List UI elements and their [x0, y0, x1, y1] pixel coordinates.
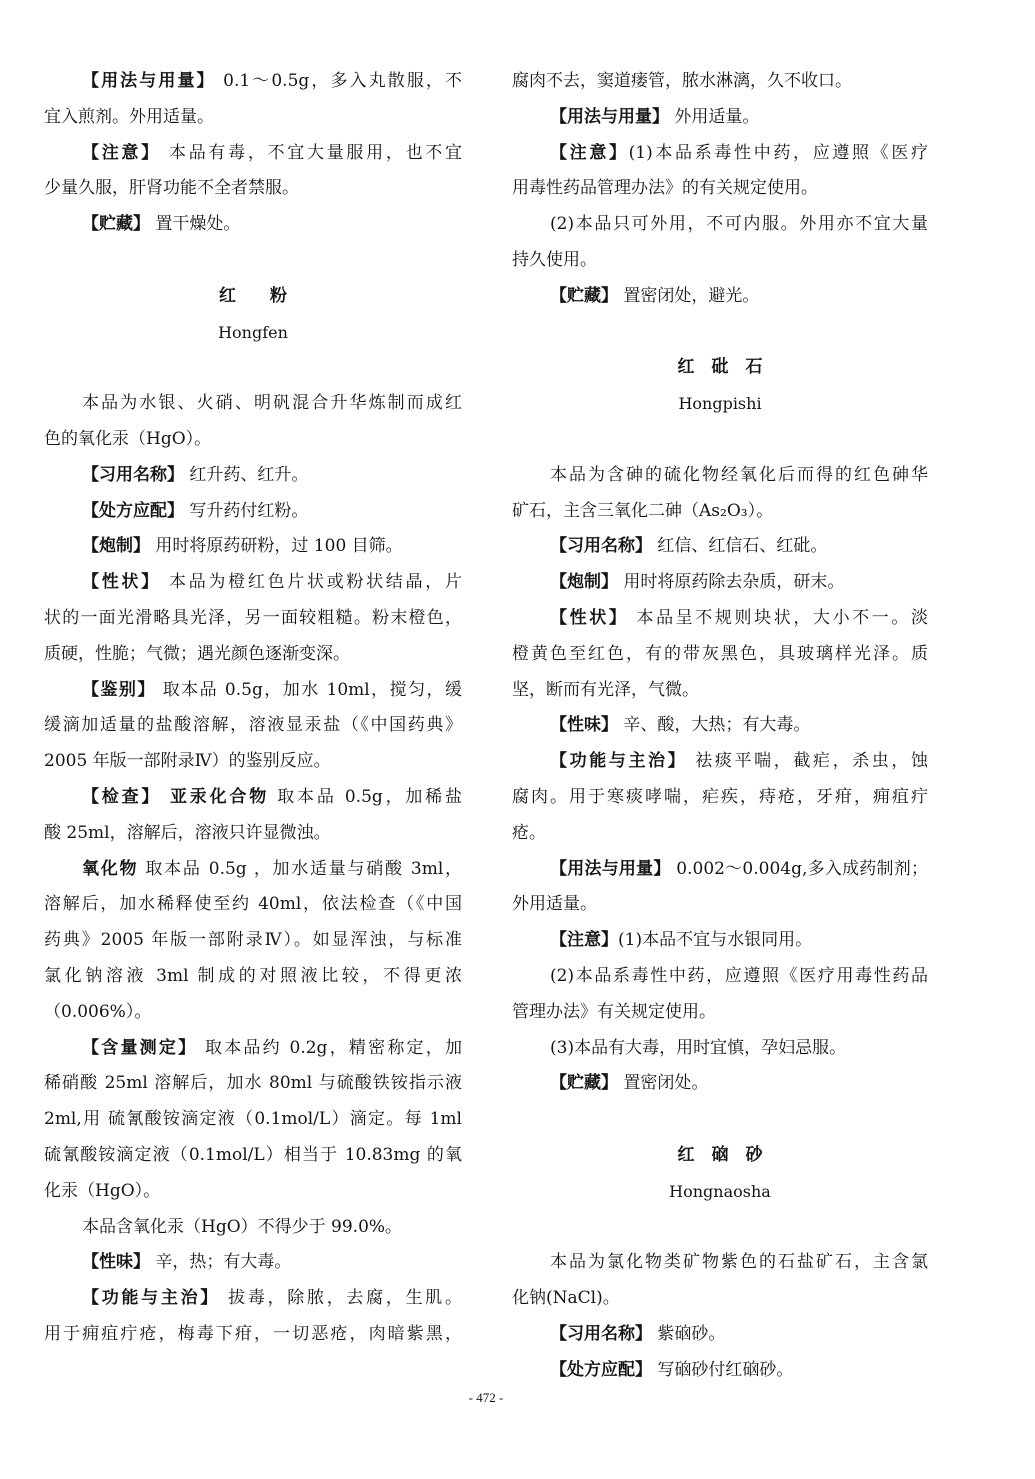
right-column [512, 64, 928, 1388]
paragraph [44, 136, 462, 208]
line-text: 疮。 [512, 822, 546, 843]
line-text: 2ml,用 硫氰酸铵滴定液（0.1mol/L）滴定。每 1ml [44, 1109, 462, 1130]
section-label: 【功能与主治】 [82, 1288, 221, 1309]
paragraph [512, 1066, 928, 1102]
line-text: 红信、红信石、红砒。 [652, 536, 828, 557]
text-line [44, 637, 462, 673]
text-line [44, 1317, 462, 1353]
text-line [44, 995, 462, 1031]
line-text: 腐肉。用于寒痰哮喘，疟疾，痔疮，牙疳，痈疽疔 [512, 786, 928, 807]
line-text: 持久使用。 [512, 249, 597, 270]
left-column [44, 64, 462, 1353]
paragraph [512, 100, 928, 136]
text-line [512, 1066, 928, 1102]
paragraph [44, 207, 462, 243]
section-label: 氧化物 [82, 858, 139, 879]
paragraph [512, 601, 928, 708]
text-line [44, 1245, 462, 1281]
line-text: 外用适量。 [512, 894, 597, 915]
text-line [512, 136, 928, 172]
text-line [44, 852, 462, 888]
section-label: 【用法与用量】 [550, 106, 669, 127]
line-text: 腐肉不去，窦道瘘管，脓水淋漓，久不收口。 [512, 71, 852, 91]
line-text: 氯化钠溶液 3ml 制成的对照液比较，不得更浓 [44, 965, 462, 986]
section-label: 【注意】 [550, 930, 618, 951]
paragraph [512, 959, 928, 1031]
paragraph [512, 279, 928, 315]
line-text: (3)本品有大毒，用时宜慎，孕妇忌服。 [550, 1037, 847, 1058]
line-text: 本品为水银、火硝、明矾混合升华炼制而成红 [82, 393, 462, 414]
section-label: 【炮制】 [82, 536, 150, 557]
line-text: 宜入煎剂。外用适量。 [44, 106, 214, 127]
line-text: 2005 年版一部附录Ⅳ）的鉴别反应。 [44, 751, 331, 772]
paragraph [44, 494, 462, 530]
text-line [512, 64, 928, 100]
paragraph [44, 1031, 462, 1210]
line-text: （0.006%）。 [44, 1001, 152, 1022]
text-line [512, 458, 928, 494]
monograph-pinyin: Hongpishi [678, 394, 762, 414]
paragraph [512, 64, 928, 100]
section-label: 【贮藏】 [550, 1073, 618, 1094]
section-label: 【注意】 [550, 142, 629, 163]
section-label: 【用法与用量】 [550, 858, 671, 879]
text-line [44, 1102, 462, 1138]
line-text: 药典》2005 年版一部附录Ⅳ）。如显浑浊，与标准 [44, 930, 462, 951]
line-text: 取本品 0.5g，加水 10ml，搅匀，缓 [155, 679, 462, 700]
section-label: 【习用名称】 [550, 536, 652, 557]
paragraph [512, 852, 928, 924]
paragraph [44, 458, 462, 494]
line-text: 置密闭处。 [618, 1073, 709, 1094]
text-line [44, 1066, 462, 1102]
text-line [44, 601, 462, 637]
text-line [512, 708, 928, 744]
line-text: 本品呈不规则块状，大小不一。淡 [628, 607, 928, 628]
text-line [44, 64, 462, 100]
line-text: 红升药、红升。 [184, 464, 309, 485]
text-line [512, 673, 928, 709]
section-label: 【炮制】 [550, 572, 618, 593]
line-text: 用于痈疽疔疮，梅毒下疳，一切恶疮，肉暗紫黑， [44, 1323, 462, 1344]
paragraph [44, 529, 462, 565]
blank-line [512, 1210, 928, 1246]
text-line [44, 816, 462, 852]
line-text: 取本品 0.5g，加稀盐 [269, 786, 462, 807]
paragraph [44, 780, 462, 852]
text-line [44, 780, 462, 816]
paragraph [44, 1210, 462, 1246]
text-line [44, 1281, 462, 1317]
line-text: 用毒性药品管理办法》的有关规定使用。 [512, 178, 818, 199]
text-line [512, 995, 928, 1031]
text-line [512, 207, 928, 243]
line-text: 0.002～0.004g,多入成药制剂； [670, 858, 928, 879]
text-line [44, 923, 462, 959]
line-text: 化钠(NaCl)。 [512, 1288, 620, 1309]
section-label: 【用法与用量】 [82, 71, 216, 91]
paragraph [512, 744, 928, 851]
text-line [512, 923, 928, 959]
text-line [512, 816, 928, 852]
line-text: (1)本品系毒性中药，应遵照《医疗 [628, 142, 928, 163]
line-text: 坚，断而有光泽，气微。 [512, 679, 699, 700]
text-line [44, 386, 462, 422]
blank-line [44, 350, 462, 386]
line-text: 本品为氯化物类矿物紫色的石盐矿石，主含氯 [550, 1252, 928, 1273]
text-line [44, 529, 462, 565]
paragraph [44, 852, 462, 1031]
monograph-title: 红 硇 砂 [677, 1144, 763, 1165]
line-text: 置干燥处。 [150, 214, 241, 235]
paragraph [512, 529, 928, 565]
paragraph [512, 1353, 928, 1389]
text-line [44, 708, 462, 744]
text-line [44, 136, 462, 172]
line-text: 拔毒，除脓，去腐，生肌。 [220, 1288, 462, 1309]
line-text: 本品为含砷的硫化物经氧化后而得的红色砷华 [550, 464, 928, 485]
text-line [512, 637, 928, 673]
paragraph [512, 207, 928, 279]
line-text: 质硬，性脆；气微；遇光颜色逐渐变深。 [44, 643, 350, 664]
monograph-pinyin: Hongfen [218, 322, 288, 342]
text-line [512, 887, 928, 923]
text-line [512, 100, 928, 136]
text-line [44, 959, 462, 995]
paragraph [44, 1245, 462, 1281]
section-sublabel: 亚汞化合物 [161, 786, 269, 807]
line-text: 本品含氧化汞（HgO）不得少于 99.0%。 [82, 1216, 403, 1237]
section-label: 【性状】 [82, 572, 161, 593]
line-text: 缓滴加适量的盐酸溶解，溶液显汞盐（《中国药典》 [44, 715, 462, 736]
text-line [44, 1210, 462, 1246]
paragraph [512, 1317, 928, 1353]
text-line [44, 171, 462, 207]
line-text: 辛，热；有大毒。 [150, 1252, 292, 1273]
line-text: 紫硇砂。 [652, 1323, 726, 1344]
line-text: 取本品 0.5g ，加水适量与硝酸 3ml， [138, 858, 462, 879]
section-label: 【性状】 [550, 607, 629, 628]
section-label: 【含量测定】 [82, 1037, 198, 1058]
monograph-title: 红 砒 石 [677, 357, 763, 378]
line-text: 硫氰酸铵滴定液（0.1mol/L）相当于 10.83mg 的氧 [44, 1144, 462, 1165]
text-line [44, 1174, 462, 1210]
paragraph [512, 1245, 928, 1317]
line-text: 状的一面光滑略具光泽，另一面较粗糙。粉末橙色， [44, 607, 462, 628]
text-line [512, 1281, 928, 1317]
section-label: 【贮藏】 [82, 214, 150, 235]
line-text: 本品为橙红色片状或粉状结晶，片 [160, 572, 462, 593]
text-line [44, 422, 462, 458]
line-text: 外用适量。 [669, 106, 760, 127]
text-line [44, 744, 462, 780]
section-label: 【贮藏】 [550, 285, 618, 306]
line-text: 稀硝酸 25ml 溶解后，加水 80ml 与硫酸铁铵指示液 [44, 1073, 462, 1094]
line-text: 祛痰平喘，截疟，杀虫，蚀 [687, 751, 928, 772]
text-line [44, 565, 462, 601]
paragraph [44, 1281, 462, 1353]
line-text: 本品有毒，不宜大量服用，也不宜 [160, 142, 462, 163]
section-label: 【检查】 [82, 786, 162, 807]
text-line [44, 458, 462, 494]
line-text: 写升药付红粉。 [184, 500, 309, 521]
section-label: 【性味】 [82, 1252, 150, 1273]
text-line [44, 1031, 462, 1067]
text-line [512, 852, 928, 888]
section-label: 【性味】 [550, 715, 618, 736]
section-label: 【习用名称】 [550, 1323, 652, 1344]
text-line [512, 1245, 928, 1281]
text-line [512, 744, 928, 780]
paragraph [44, 64, 462, 136]
text-line [512, 529, 928, 565]
line-text: 橙黄色至红色，有的带灰黑色，具玻璃样光泽。质 [512, 643, 928, 664]
text-line [44, 1138, 462, 1174]
section-label: 【注意】 [82, 142, 161, 163]
blank-line [44, 243, 462, 279]
page-number: - 472 - [468, 1390, 504, 1405]
line-text: 酸 25ml，溶解后，溶液只许显微浊。 [44, 822, 331, 843]
text-line [44, 494, 462, 530]
text-line [44, 100, 462, 136]
section-label: 【处方应配】 [550, 1359, 652, 1380]
paragraph [512, 1031, 928, 1067]
line-text: 矿石，主含三氧化二砷（As₂O₃）。 [512, 500, 774, 521]
section-label: 【处方应配】 [82, 500, 184, 521]
paragraph [44, 386, 462, 458]
line-text: (2)本品只可外用，不可内服。外用亦不宜大量 [550, 214, 928, 235]
blank-line [512, 315, 928, 351]
text-line [512, 780, 928, 816]
paragraph [512, 565, 928, 601]
paragraph [512, 708, 928, 744]
line-text: (2)本品系毒性中药，应遵照《医疗用毒性药品 [550, 965, 928, 986]
text-line [512, 279, 928, 315]
text-line [44, 673, 462, 709]
line-text: 置密闭处，避光。 [618, 285, 760, 306]
section-label: 【鉴别】 [82, 679, 156, 700]
line-text: 管理办法》有关规定使用。 [512, 1001, 716, 1022]
line-text: 0.1～0.5g，多入丸散服，不 [215, 71, 462, 91]
text-line [512, 1317, 928, 1353]
paragraph [512, 136, 928, 208]
line-text: (1)本品不宜与水银同用。 [618, 930, 813, 951]
text-line [512, 171, 928, 207]
line-text: 色的氧化汞（HgO）。 [44, 428, 212, 449]
paragraph [44, 565, 462, 672]
line-text: 写硇砂付红硇砂。 [652, 1359, 794, 1380]
paragraph [512, 458, 928, 530]
text-line [512, 959, 928, 995]
text-line [44, 207, 462, 243]
line-text: 用时将原药除去杂质，研末。 [618, 572, 845, 593]
line-text: 辛、酸，大热；有大毒。 [618, 715, 811, 736]
section-label: 【功能与主治】 [550, 751, 688, 772]
line-text: 取本品约 0.2g，精密称定，加 [197, 1037, 462, 1058]
text-line [512, 243, 928, 279]
text-line [512, 1031, 928, 1067]
blank-line [512, 1102, 928, 1138]
paragraph [44, 673, 462, 780]
line-text: 少量久服，肝肾功能不全者禁服。 [44, 178, 299, 199]
paragraph [512, 923, 928, 959]
line-text: 用时将原药研粉，过 100 目筛。 [150, 536, 403, 557]
line-text: 溶解后，加水稀释使至约 40ml，依法检查（《中国 [44, 894, 462, 915]
section-label: 【习用名称】 [82, 464, 184, 485]
line-text: 化汞（HgO）。 [44, 1180, 161, 1201]
monograph-pinyin: Hongnaosha [669, 1181, 771, 1201]
blank-line [512, 422, 928, 458]
text-line [512, 601, 928, 637]
text-line [512, 494, 928, 530]
text-line [44, 887, 462, 923]
text-line [512, 565, 928, 601]
text-line [512, 1353, 928, 1389]
monograph-title: 红 粉 [219, 285, 287, 306]
